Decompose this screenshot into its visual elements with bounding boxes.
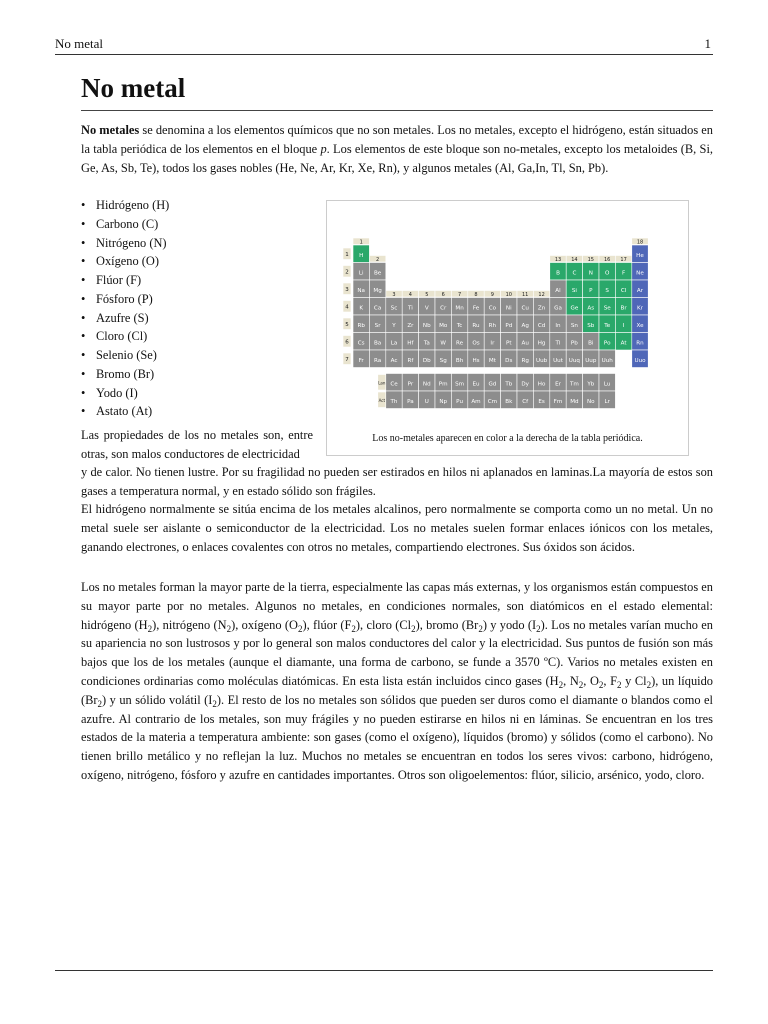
- group-number-label: 10: [505, 291, 512, 298]
- list-item: • Hidrógeno (H): [81, 196, 169, 215]
- period-number-label: 5: [345, 321, 349, 328]
- element-symbol: Tb: [505, 381, 513, 388]
- element-symbol: Uut: [553, 357, 563, 364]
- element-symbol: Os: [472, 340, 480, 347]
- group-number-label: 7: [458, 291, 462, 298]
- element-symbol: Ag: [521, 322, 529, 329]
- element-symbol: Ac: [390, 357, 398, 364]
- hydrogen-paragraph: El hidrógeno normalmente se sitúa encima de los metales alcalinos, pero normalmente se comporta como un no metal. Un no metal suele ser aislante o semiconductor de la electricidad. Los no metales suelen formar enlaces iónicos con los metales, ganando electrones, o enlaces covalentes con otros no metales, compartiendo electrones. Sus óxidos son ácidos.: [81, 502, 713, 554]
- element-symbol: Tc: [456, 322, 463, 329]
- element-symbol: Rg: [521, 357, 529, 364]
- element-symbol: Be: [373, 270, 382, 277]
- element-symbol: Yb: [587, 381, 595, 388]
- element-symbol: Mt: [488, 357, 496, 364]
- element-symbol: Uup: [585, 357, 597, 364]
- element-symbol: Po: [603, 340, 611, 347]
- element-symbol: Ra: [373, 357, 382, 364]
- element-symbol: Hs: [472, 357, 480, 364]
- element-symbol: No: [586, 398, 595, 405]
- element-symbol: Nd: [422, 381, 431, 388]
- element-symbol: Pr: [407, 381, 414, 388]
- element-symbol: Mg: [373, 287, 382, 294]
- element-symbol: Tl: [555, 340, 561, 347]
- series-label: Act: [378, 397, 386, 403]
- group-number-label: 5: [425, 291, 429, 298]
- element-symbol: Mo: [439, 322, 448, 329]
- periodic-table-figure: [326, 200, 689, 456]
- element-symbol: Na: [357, 287, 366, 294]
- element-symbol: He: [636, 252, 644, 259]
- list-item: • Azufre (S): [81, 309, 169, 328]
- element-symbol: Cs: [357, 340, 365, 347]
- element-symbol: Am: [471, 398, 481, 405]
- element-symbol: Fm: [553, 398, 563, 405]
- period-number-label: 1: [345, 251, 349, 258]
- element-symbol: Hg: [537, 340, 546, 347]
- element-symbol: Bi: [588, 340, 594, 347]
- element-symbol: Se: [603, 305, 611, 312]
- element-symbol: P: [589, 287, 593, 294]
- composition-paragraph: Los no metales forman la mayor parte de la tierra, especialmente las capas más externas, y los organismos están compuestos en su mayor parte por no metales. Algunos no metales, en condiciones normales, son diatómicos en el estado elemental: hidrógeno $(H_2)$, nitrógeno $(N_2)$, oxígeno $(O_2)$, flúor $(F_2)$, cloro $(Cl_2)$, bromo $(Br_2)$ y yodo $(I_2)$. Los no metales varían mucho en su apariencia no son lustrosos y por lo general son malos conductores del calor y la electricidad. Sus puntos de fusión son más bajos que los de los metales (aunque el diamante, una forma de carbono, se funde a 3570 ºC). Varios no metales existen en condiciones ordinarias como moléculas diatómicas. En esta lista están incluidos cinco gases ($H_2$, $N_2$, $O_2$, $F_2$ y $Cl_2$), un líquido $(Br_2)$ y un sólido volátil $(I_2)$. El resto de los no metales son sólidos que pueden ser duros como el diamante o blandos como el azufre. Al contrario de los metales, son muy frágiles y no pueden estirarse en hilos ni en láminas. Se encuentran en los tres estados de la materia a temperatura ambiente: son gases (como el oxígeno), líquidos (bromo) y sólidos (como el carbono). No tienen brillo metálico y no reflejan la luz. Muchos no metales se encuentran en todos los seres vivos: carbono, hidrógeno, oxígeno, nitrógeno, fósforo y azufre en cantidades importantes. Otros son oligoelementos: flúor, silicio, arsénico, yodo, cloro.: [81, 580, 714, 782]
- element-symbol: V: [424, 305, 429, 312]
- element-symbol: Nb: [422, 322, 431, 329]
- group-number-label: 12: [538, 291, 545, 298]
- element-symbol: Cu: [521, 305, 529, 312]
- element-symbol: Db: [422, 357, 431, 364]
- element-symbol: Ca: [373, 305, 382, 312]
- element-symbol: Lr: [604, 398, 610, 405]
- element-symbol: Ta: [423, 340, 430, 347]
- element-symbol: Y: [392, 322, 396, 329]
- group-number-label: 11: [522, 291, 529, 298]
- series-label: Lan: [378, 380, 386, 386]
- element-symbol: Uuq: [568, 357, 581, 364]
- element-symbol: Re: [456, 340, 464, 347]
- list-item: • Carbono (C): [81, 215, 169, 234]
- element-symbol: Pm: [438, 381, 448, 388]
- element-symbol: Si: [571, 287, 577, 294]
- properties-paragraph-continued: y de calor. No tienen lustre. Por su fragilidad no pueden ser estirados en hilos ni aplanados en laminas.La mayoría de estos son gases a temperatura normal, y en estado sólido son frágiles.: [81, 465, 713, 498]
- element-symbol: At: [620, 340, 627, 347]
- element-symbol: H: [359, 252, 364, 259]
- element-symbol: Eu: [472, 381, 480, 388]
- element-symbol: I: [622, 322, 625, 329]
- list-item: • Bromo (Br): [81, 365, 169, 384]
- element-symbol: C: [572, 270, 577, 277]
- element-symbol: U: [424, 398, 429, 405]
- element-symbol: Sr: [374, 322, 381, 329]
- group-number-label: 9: [490, 291, 494, 298]
- element-symbol: Ba: [373, 340, 382, 347]
- group-number-label: 8: [474, 291, 478, 298]
- element-symbol: Cl: [620, 287, 627, 294]
- element-symbol: Pd: [505, 322, 513, 329]
- element-symbol: Ru: [472, 322, 480, 329]
- intro-text-2: . Los elementos de este bloque son no-metales, excepto los metaloides (B, Si, Ge, As, Sb, Te), todos los gases nobles (He, Ne, Ar, Kr, Xe, Rn), y algunos metales (Al, Ga,In, Tl, Sn, Pb).: [81, 141, 713, 175]
- group-number-label: 3: [392, 291, 396, 298]
- element-symbol: Ir: [490, 340, 495, 347]
- element-symbol: N: [588, 270, 593, 277]
- element-symbol: Np: [439, 398, 448, 405]
- element-symbol: Ni: [505, 305, 512, 312]
- element-symbol: Th: [390, 398, 398, 405]
- page-number: 1: [704, 36, 711, 51]
- element-symbol: Li: [358, 270, 364, 277]
- period-number-label: 4: [345, 304, 349, 311]
- element-symbol: Ar: [636, 287, 644, 294]
- group-number-label: 16: [604, 256, 611, 263]
- group-number-label: 2: [376, 256, 380, 263]
- footer-divider: [55, 970, 713, 971]
- title-divider: [81, 110, 713, 111]
- intro-bold-term: No metales: [81, 123, 140, 137]
- figure-caption: Los no-metales aparecen en color a la derecha de la tabla periódica.: [372, 433, 643, 444]
- element-symbol: Cr: [440, 305, 447, 312]
- element-symbol: Sn: [570, 322, 578, 329]
- element-symbol: Xe: [636, 322, 644, 329]
- element-symbol: Hf: [407, 340, 414, 347]
- element-symbol: Uub: [535, 357, 548, 364]
- element-symbol: Es: [538, 398, 545, 405]
- element-symbol: Ge: [570, 305, 579, 312]
- element-symbol: Er: [555, 381, 561, 388]
- list-item: • Cloro (Cl): [81, 327, 169, 346]
- group-number-label: 6: [441, 291, 445, 298]
- group-number-label: 18: [636, 239, 644, 246]
- element-symbol: Rb: [357, 322, 365, 329]
- list-item: • Selenio (Se): [81, 346, 169, 365]
- element-symbol: F: [621, 270, 626, 277]
- element-symbol: K: [359, 305, 364, 312]
- list-item: • Oxígeno (O): [81, 252, 169, 271]
- element-symbol: Cm: [487, 398, 498, 405]
- element-symbol: B: [556, 270, 560, 277]
- element-symbol: Cd: [537, 322, 546, 329]
- element-symbol: As: [587, 305, 595, 312]
- element-symbol: Tm: [569, 381, 579, 388]
- element-symbol: Kr: [637, 305, 643, 312]
- element-symbol: Au: [521, 340, 529, 347]
- element-symbol: Te: [604, 322, 611, 329]
- group-number-label: 17: [620, 256, 627, 263]
- period-number-label: 2: [345, 269, 349, 276]
- element-symbol: Co: [488, 305, 497, 312]
- header-divider: [55, 54, 713, 55]
- list-item: • Fósforo (P): [81, 290, 169, 309]
- element-symbol: Uuh: [601, 357, 613, 364]
- intro-paragraph: [81, 121, 713, 177]
- element-symbol: Ga: [554, 305, 562, 312]
- element-symbol: Br: [620, 305, 627, 312]
- element-symbol: Pa: [407, 398, 414, 405]
- element-symbol: Ho: [537, 381, 546, 388]
- element-symbol: S: [605, 287, 609, 294]
- element-symbol: Rf: [407, 357, 414, 364]
- element-symbol: Uuo: [634, 357, 646, 364]
- list-item: • Nitrógeno (N): [81, 234, 169, 253]
- periodic-table-image: [341, 231, 675, 431]
- list-item: • Astato (At): [81, 402, 169, 421]
- intro-italic: p: [320, 141, 327, 156]
- element-symbol: Pb: [570, 340, 578, 347]
- element-symbol: Sm: [455, 381, 465, 388]
- element-symbol: Ce: [390, 381, 398, 388]
- element-symbol: Ne: [636, 270, 644, 277]
- element-symbol: Zn: [537, 305, 546, 312]
- element-symbol: Sb: [587, 322, 595, 329]
- nonmetal-list: [81, 196, 169, 421]
- properties-paragraph-start: Las propiedades de los no metales son, entre otras, son malos conductores de electricidad: [81, 428, 313, 461]
- element-symbol: Gd: [488, 381, 497, 388]
- element-symbol: Fr: [358, 357, 364, 364]
- element-symbol: Pu: [456, 398, 464, 405]
- element-symbol: Mn: [455, 305, 464, 312]
- element-symbol: Sc: [390, 305, 398, 312]
- element-symbol: O: [604, 270, 610, 277]
- group-number-label: 13: [554, 256, 562, 263]
- group-number-label: 14: [571, 256, 578, 263]
- period-number-label: 6: [345, 339, 349, 346]
- element-symbol: W: [440, 340, 446, 347]
- element-symbol: Fe: [472, 305, 480, 312]
- element-symbol: Ds: [505, 357, 513, 364]
- intro-text-1: se denomina a los elementos químicos que no son metales. Los no metales, excepto el hidrógeno, están situados en la tabla periódica de los elementos en el bloque: [81, 123, 713, 156]
- list-item: • Yodo (I): [81, 384, 169, 403]
- element-symbol: Bh: [455, 357, 464, 364]
- article-title: No metal: [81, 73, 186, 103]
- period-number-label: 7: [345, 356, 349, 363]
- element-symbol: La: [390, 340, 398, 347]
- element-symbol: In: [555, 322, 561, 329]
- element-symbol: Sg: [439, 357, 447, 364]
- element-symbol: Rh: [488, 322, 497, 329]
- list-item: • Flúor (F): [81, 271, 169, 290]
- element-symbol: Bk: [505, 398, 513, 405]
- element-symbol: Zr: [407, 322, 414, 329]
- group-number-label: 4: [408, 291, 412, 298]
- element-symbol: Cf: [522, 398, 529, 405]
- element-symbol: Md: [570, 398, 579, 405]
- element-symbol: Ti: [407, 305, 413, 312]
- group-number-label: 1: [359, 239, 363, 246]
- period-number-label: 3: [345, 286, 349, 293]
- element-symbol: Pt: [506, 340, 512, 347]
- element-symbol: Lu: [603, 381, 611, 388]
- element-symbol: Dy: [521, 381, 530, 388]
- element-symbol: Al: [555, 287, 561, 294]
- running-header-title: No metal: [55, 36, 104, 51]
- group-number-label: 15: [587, 256, 594, 263]
- element-symbol: Rn: [636, 340, 644, 347]
